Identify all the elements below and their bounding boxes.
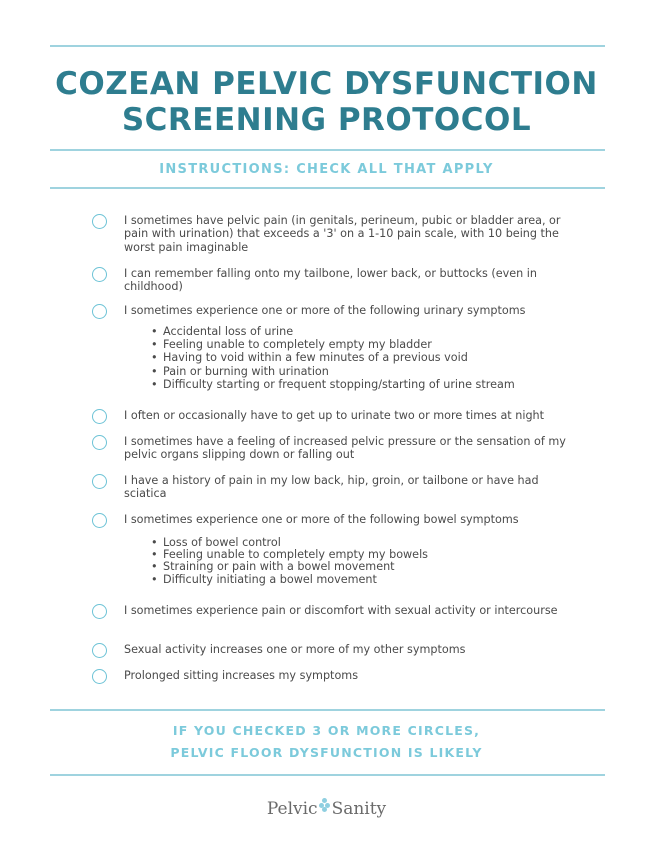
list-item: • Having to void within a few minutes of a previous void (150, 351, 590, 364)
result-note-line-1: IF YOU CHECKED 3 OR MORE CIRCLES, (172, 723, 481, 738)
list-item: • Loss of bowel control (150, 537, 590, 549)
item-text: I often or occasionally have to get up to urinate two or more times at night (124, 409, 545, 422)
checkbox-circle-icon[interactable] (92, 267, 107, 282)
result-note-line-2: PELVIC FLOOR DYSFUNCTION IS LIKELY (170, 745, 483, 760)
checkbox-circle-icon[interactable] (92, 513, 107, 528)
result-note (0, 720, 653, 764)
footer-bottom-divider (50, 774, 605, 776)
footer-top-divider (50, 709, 605, 711)
instructions-divider (50, 187, 605, 189)
logo-word-right: Sanity (331, 799, 387, 819)
item-text: I sometimes have pelvic pain (in genitals, perineum, pubic or bladder area, or pain with urination) that exceeds a '3' on a 1-10 pain scale, with 10 being the worst pain imaginable (124, 214, 561, 254)
bowel-symptom-list (150, 537, 590, 586)
list-item: • Difficulty starting or frequent stopping/starting of urine stream (150, 378, 590, 391)
item-text: Sexual activity increases one or more of my other symptoms (124, 643, 466, 656)
checkbox-circle-icon[interactable] (92, 669, 107, 684)
item-text: I sometimes experience one or more of the following bowel symptoms (124, 513, 519, 526)
checkbox-circle-icon[interactable] (92, 214, 107, 229)
top-divider (50, 45, 605, 47)
urinary-symptom-list (150, 325, 590, 391)
page-title (0, 66, 653, 138)
item-text: I can remember falling onto my tailbone, lower back, or buttocks (even in childhood) (124, 267, 537, 294)
item-text: I sometimes experience pain or discomfort with sexual activity or intercourse (124, 604, 558, 617)
item-text: Prolonged sitting increases my symptoms (124, 669, 359, 682)
checkbox-circle-icon[interactable] (92, 474, 107, 489)
checkbox-circle-icon[interactable] (92, 409, 107, 424)
title-divider (50, 149, 605, 151)
checkbox-circle-icon[interactable] (92, 304, 107, 319)
checkbox-circle-icon[interactable] (92, 643, 107, 658)
item-text: I have a history of pain in my low back, hip, groin, or tailbone or have had sciatica (124, 474, 539, 501)
logo-word-left: Pelvic (266, 799, 318, 819)
list-item: • Straining or pain with a bowel movement (150, 561, 590, 573)
checkbox-circle-icon[interactable] (92, 604, 107, 619)
list-item: • Feeling unable to completely empty my bowels (150, 549, 590, 561)
list-item: • Accidental loss of urine (150, 325, 590, 338)
title-line-1: COZEAN PELVIC DYSFUNCTION (55, 66, 598, 102)
list-item: • Difficulty initiating a bowel movement (150, 574, 590, 586)
list-item: • Feeling unable to completely empty my bladder (150, 338, 590, 351)
checkbox-circle-icon[interactable] (92, 435, 107, 450)
item-text: I sometimes experience one or more of the following urinary symptoms (124, 304, 526, 317)
instructions-heading: INSTRUCTIONS: CHECK ALL THAT APPLY (159, 162, 494, 177)
flower-icon (319, 798, 331, 812)
list-item: • Pain or burning with urination (150, 365, 590, 378)
item-text: I sometimes have a feeling of increased pelvic pressure or the sensation of my pelvic organs slipping down or falling out (124, 435, 566, 462)
pelvic-sanity-logo (0, 798, 653, 819)
title-line-2: SCREENING PROTOCOL (121, 102, 532, 138)
